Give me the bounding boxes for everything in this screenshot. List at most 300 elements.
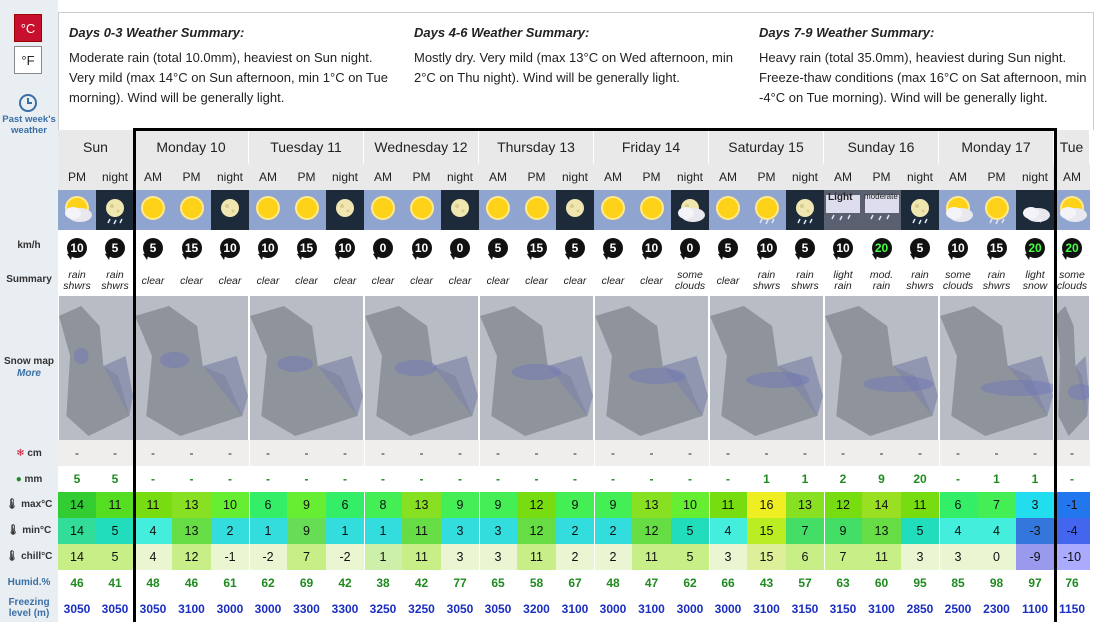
wind-cell [594, 230, 632, 266]
chill-temp: 2 [594, 544, 632, 570]
snow-map[interactable] [365, 296, 478, 440]
period-label: AM [1054, 164, 1090, 190]
chill-temp: -2 [326, 544, 364, 570]
day-header[interactable]: Friday 14 [594, 130, 709, 164]
freezing-level: 3000 [714, 602, 742, 616]
summary-line: clear [410, 274, 433, 287]
humidity: 42 [338, 576, 352, 590]
humidity: 58 [529, 576, 544, 590]
min-temp: 5 [901, 518, 939, 544]
wind-speed: 0 [456, 241, 464, 255]
humidity: 67 [568, 576, 582, 590]
snowflake-icon: ❄ [16, 448, 25, 459]
snow-map[interactable] [59, 296, 133, 440]
moon-icon [213, 193, 247, 227]
wind-speed: 10 [414, 241, 429, 255]
humidity: 38 [376, 576, 390, 590]
moon-icon [328, 193, 362, 227]
snow-map[interactable] [595, 296, 708, 440]
weather-summary [96, 266, 134, 296]
moon-icon [443, 193, 477, 227]
max-temp: 11 [901, 492, 939, 518]
max-temp: 11 [96, 492, 134, 518]
freezing-level: 2300 [983, 602, 1010, 616]
period-label: PM [517, 164, 556, 190]
humidity: 95 [913, 576, 927, 590]
period-label: PM [747, 164, 786, 190]
summary-row-label: Summary [6, 274, 52, 285]
snowmap-row-label: Snow map [3, 356, 54, 367]
wind-arrow-icon [295, 236, 319, 260]
period-label: PM [172, 164, 211, 190]
weather-summary [901, 266, 939, 296]
thermometer-icon: 🌡 [6, 525, 20, 536]
humidity: 48 [606, 576, 620, 590]
period-label: night [211, 164, 249, 190]
summary-line: rain [987, 269, 1006, 281]
weather-icon-cell [747, 190, 786, 230]
wind-speed: 0 [379, 241, 387, 255]
wind-cell [824, 230, 862, 266]
weather-summary [556, 266, 594, 296]
humidity: 41 [108, 576, 122, 590]
freezing-level: 3100 [868, 602, 895, 616]
rain-value: 1 [747, 466, 786, 492]
min-temp: 2 [211, 518, 249, 544]
wind-cell [1016, 230, 1054, 266]
weather-icon-cell [287, 190, 326, 230]
wind-cell [939, 230, 977, 266]
forecast-table [58, 130, 1094, 622]
rain-value: - [287, 466, 326, 492]
max-temp: 9 [479, 492, 517, 518]
period-label: AM [249, 164, 287, 190]
weather-icon-cell [441, 190, 479, 230]
chill-temp: -2 [249, 544, 287, 570]
summary-line: rain [106, 269, 124, 281]
rain-value: - [249, 466, 287, 492]
freezing-level: 3300 [293, 602, 320, 616]
moon-rain-icon [903, 193, 937, 227]
wind-arrow-icon [946, 236, 970, 260]
snow-value: - [556, 440, 594, 466]
cloud-snow-icon [1018, 193, 1052, 227]
wind-speed: 10 [70, 241, 84, 255]
fahrenheit-button[interactable]: °F [14, 46, 42, 74]
freezing-level: 3300 [331, 602, 359, 616]
snow-value: - [287, 440, 326, 466]
period-label: AM [939, 164, 977, 190]
summary-line: some [1059, 269, 1085, 281]
freezing-level: 3050 [484, 602, 512, 616]
summary-line: rain [757, 269, 776, 281]
day-divider [479, 296, 480, 622]
weather-icon-cell [709, 190, 747, 230]
min-temp: -3 [1016, 518, 1054, 544]
weather-icon-cell [786, 190, 824, 230]
rain-value: - [1054, 466, 1090, 492]
max-temp: 9 [556, 492, 594, 518]
wind-speed: 20 [1028, 241, 1042, 255]
humidity: 46 [70, 576, 84, 590]
period-label: night [1016, 164, 1054, 190]
rain-value: - [402, 466, 441, 492]
rain-value: 1 [977, 466, 1016, 492]
wind-arrow-icon [716, 236, 740, 260]
min-temp: 11 [402, 518, 441, 544]
snow-map[interactable] [250, 296, 363, 440]
summary-line: shwrs [752, 280, 781, 292]
sidebar [0, 0, 58, 622]
max-temp: 11 [709, 492, 747, 518]
freezing-level: 3000 [216, 602, 244, 616]
weather-icon-cell [58, 190, 96, 230]
day-header[interactable]: Sun [58, 130, 134, 164]
wind-cell [364, 230, 402, 266]
rain-row-label: ● mm [15, 474, 43, 485]
weather-icon-cell [824, 190, 862, 230]
wind-arrow-icon [525, 236, 549, 260]
snow-value: - [134, 440, 172, 466]
max-temp: 14 [862, 492, 901, 518]
wind-cell [402, 230, 441, 266]
moon-rain-icon [788, 193, 822, 227]
rain-value: - [479, 466, 517, 492]
wind-cell [58, 230, 96, 266]
sun-icon [251, 193, 285, 227]
humidity: 61 [223, 576, 237, 590]
chill-temp: 5 [671, 544, 709, 570]
summary-line: clear [333, 274, 357, 287]
chill-temp: -1 [211, 544, 249, 570]
sun-icon [596, 193, 630, 227]
freezing-level: 3050 [139, 602, 167, 616]
weather-summary [1054, 266, 1090, 296]
wind-arrow-icon [601, 236, 625, 260]
snow-map[interactable] [480, 296, 593, 440]
wind-speed: 5 [724, 241, 732, 255]
rain-value: 9 [862, 466, 901, 492]
wind-arrow-icon [448, 236, 472, 260]
period-label: night [326, 164, 364, 190]
weather-icon-cell [479, 190, 517, 230]
humidity: 48 [146, 576, 160, 590]
min-temp: 9 [287, 518, 326, 544]
wind-arrow-icon [180, 236, 204, 260]
sun-cloud-icon [941, 193, 975, 227]
rain-value: - [709, 466, 747, 492]
rain-value: 5 [58, 466, 96, 492]
wind-arrow-icon [486, 236, 510, 260]
freezing-level: 2500 [944, 602, 972, 616]
weather-summary [671, 266, 709, 296]
summary-line: clear [218, 274, 242, 287]
day-header[interactable]: Monday 10 [134, 130, 249, 164]
period-label: AM [824, 164, 862, 190]
snow-map[interactable] [940, 296, 1053, 440]
max-temp: 13 [402, 492, 441, 518]
weather-icon-cell [172, 190, 211, 230]
weather-summary [287, 266, 326, 296]
sun-icon [635, 193, 669, 227]
period-label: AM [594, 164, 632, 190]
max-temp: 10 [211, 492, 249, 518]
wind-cell [326, 230, 364, 266]
wind-cell [709, 230, 747, 266]
snow-value: - [709, 440, 747, 466]
weather-summary [939, 266, 977, 296]
freezing-level: 2850 [906, 602, 934, 616]
summary-line: clear [716, 274, 740, 287]
period-label: night [671, 164, 709, 190]
freezing-row-label: Freezing level (m) [8, 597, 50, 619]
sun-icon [711, 193, 745, 227]
summary-line: shwrs [906, 280, 934, 292]
snow-value: - [96, 440, 134, 466]
snow-value: - [211, 440, 249, 466]
period-label: PM [862, 164, 901, 190]
sun-icon [290, 193, 324, 227]
summary-line: clear [371, 274, 395, 287]
max-temp: -1 [1054, 492, 1090, 518]
wind-speed: 5 [494, 241, 502, 255]
day-header[interactable]: Sunday 16 [824, 130, 939, 164]
icon-caption: moderate [864, 192, 898, 201]
wind-speed: 5 [801, 241, 809, 255]
day-header[interactable]: Wednesday 12 [364, 130, 479, 164]
max-temp: 13 [632, 492, 671, 518]
wind-speed: 10 [261, 241, 275, 255]
weather-summary [441, 266, 479, 296]
snow-map[interactable] [1055, 296, 1089, 440]
weather-summary [594, 266, 632, 296]
wind-speed: 5 [609, 241, 617, 255]
summary-line: clear [180, 274, 203, 287]
summary-title: Days 0-3 Weather Summary: [69, 25, 245, 40]
weather-icon-cell [364, 190, 402, 230]
summary-text: Moderate rain (total 10.0mm), heaviest on Sun night. Very mild (max 14°C on Sun afternoon, min 1°C on Tue morning). Wind will be generally light. [69, 50, 388, 105]
humidity: 63 [836, 576, 850, 590]
humidity: 77 [453, 576, 467, 590]
day-header[interactable]: Saturday 15 [709, 130, 824, 164]
wind-arrow-icon [793, 236, 817, 260]
weather-icon-cell [211, 190, 249, 230]
summary-line: some [677, 269, 703, 281]
wind-speed: 10 [759, 241, 774, 255]
max-temp: 6 [326, 492, 364, 518]
sun-icon [366, 193, 400, 227]
rain-value: - [594, 466, 632, 492]
humidity: 76 [1065, 576, 1079, 590]
max-temp: 8 [364, 492, 402, 518]
summary-line: shwrs [982, 280, 1011, 292]
chill-temp: 15 [747, 544, 786, 570]
summary-line: rain [68, 269, 86, 281]
wind-speed: 0 [686, 241, 694, 255]
min-temp: 14 [58, 518, 96, 544]
weather-icon-cell [901, 190, 939, 230]
chill-row-label: 🌡 chill°C [5, 551, 53, 562]
weather-icon-cell [1016, 190, 1054, 230]
wind-arrow-icon [1060, 236, 1084, 260]
min-temp: 4 [134, 518, 172, 544]
day-divider [134, 296, 135, 622]
wind-cell [211, 230, 249, 266]
day-header[interactable]: Thursday 13 [479, 130, 594, 164]
summary-line: clear [525, 274, 548, 287]
wind-speed: 20 [874, 241, 889, 255]
freezing-level: 1150 [1058, 602, 1086, 616]
clock-icon[interactable] [18, 93, 38, 113]
snow-value: - [1054, 440, 1090, 466]
weather-icon-cell [1054, 190, 1090, 230]
min-temp: 3 [479, 518, 517, 544]
summary-text: Heavy rain (total 35.0mm), heaviest during Sun night. Freeze-thaw conditions (max 16°C on Sat afternoon, min -4°C on Tue morning). Wind will be generally light. [759, 50, 1087, 105]
wind-cell [747, 230, 786, 266]
max-temp: 6 [939, 492, 977, 518]
max-row-label: 🌡 max°C [5, 499, 53, 510]
chill-temp: 7 [287, 544, 326, 570]
snow-value: - [862, 440, 901, 466]
wind-arrow-icon [141, 236, 165, 260]
freezing-level: 3250 [408, 602, 435, 616]
sun-icon [136, 193, 170, 227]
snow-value: - [632, 440, 671, 466]
max-temp: 9 [441, 492, 479, 518]
wind-arrow-icon [103, 236, 127, 260]
freezing-level: 3100 [753, 602, 780, 616]
min-temp: 13 [862, 518, 901, 544]
rain-value: - [326, 466, 364, 492]
freezing-level: 3100 [561, 602, 589, 616]
thermometer-icon: 🌡 [5, 499, 19, 510]
wind-cell [479, 230, 517, 266]
weather-summary [709, 266, 747, 296]
svg-text:*: * [1038, 218, 1043, 227]
wind-cell [172, 230, 211, 266]
min-temp: 4 [939, 518, 977, 544]
day-divider [594, 296, 595, 622]
freezing-level: 3200 [523, 602, 550, 616]
humidity: 42 [414, 576, 429, 590]
summary-line: shwrs [791, 280, 819, 292]
rain-value: - [134, 466, 172, 492]
chill-temp: 12 [172, 544, 211, 570]
summary-line: clouds [942, 280, 974, 292]
rain-value: - [441, 466, 479, 492]
wind-cell [441, 230, 479, 266]
max-temp: 6 [249, 492, 287, 518]
summary-line: light [1025, 269, 1045, 281]
period-label: night [441, 164, 479, 190]
wind-cell [901, 230, 939, 266]
moon-icon [558, 193, 592, 227]
summary-days-4-6 [414, 23, 744, 88]
chill-temp: -9 [1016, 544, 1054, 570]
summary-line: rain [872, 280, 891, 292]
wind-cell [977, 230, 1016, 266]
freezing-level: 3000 [599, 602, 627, 616]
humidity: 65 [491, 576, 505, 590]
freezing-level: 3150 [829, 602, 857, 616]
wind-speed: 10 [836, 241, 850, 255]
day-header[interactable]: Tuesday 11 [249, 130, 364, 164]
snow-value: - [402, 440, 441, 466]
day-header[interactable]: Tue [1054, 130, 1090, 164]
snow-map[interactable] [825, 296, 938, 440]
snowmap-more-link[interactable]: More [17, 368, 41, 379]
min-temp: 4 [709, 518, 747, 544]
rain-value: - [632, 466, 671, 492]
min-temp: 3 [441, 518, 479, 544]
summary-line: clear [141, 274, 165, 287]
rain-value: - [671, 466, 709, 492]
chill-temp: 11 [402, 544, 441, 570]
snow-value: - [479, 440, 517, 466]
wind-cell [134, 230, 172, 266]
chill-temp: 3 [441, 544, 479, 570]
min-temp: 13 [172, 518, 211, 544]
celsius-button[interactable]: °C [14, 14, 42, 42]
summary-line: clear [563, 274, 587, 287]
wind-arrow-icon [563, 236, 587, 260]
wind-arrow-icon [640, 236, 664, 260]
moon-rain-icon [98, 193, 132, 227]
day-header[interactable]: Monday 17 [939, 130, 1054, 164]
wind-speed: 15 [299, 241, 314, 255]
summary-line: shwrs [101, 280, 129, 292]
snow-map[interactable] [710, 296, 823, 440]
freezing-level: 3050 [63, 602, 91, 616]
humidity: 66 [721, 576, 735, 590]
humidity: 98 [989, 576, 1004, 590]
humidity: 62 [683, 576, 697, 590]
wind-arrow-icon [831, 236, 855, 260]
weather-icon-cell [939, 190, 977, 230]
past-weather-link[interactable]: Past week's weather [2, 114, 56, 136]
snow-map[interactable] [135, 296, 248, 440]
wind-speed: 5 [916, 241, 924, 255]
min-temp: -4 [1054, 518, 1090, 544]
wind-cell [249, 230, 287, 266]
wind-speed: 15 [989, 241, 1004, 255]
min-row-label: 🌡 min°C [6, 525, 52, 536]
rain-value: 1 [786, 466, 824, 492]
chill-temp: 11 [632, 544, 671, 570]
min-temp: 4 [977, 518, 1016, 544]
summary-text: Mostly dry. Very mild (max 13°C on Wed afternoon, min 2°C on Thu night). Wind will be generally light. [414, 50, 734, 85]
period-label: night [96, 164, 134, 190]
rain-value: 1 [1016, 466, 1054, 492]
period-label: night [901, 164, 939, 190]
weather-summary [134, 266, 172, 296]
rain-value: - [211, 466, 249, 492]
summary-line: rain [834, 280, 852, 292]
wind-cell [1054, 230, 1090, 266]
period-label: PM [632, 164, 671, 190]
weather-summary [172, 266, 211, 296]
max-temp: 11 [134, 492, 172, 518]
weather-summary [58, 266, 96, 296]
weather-icon-cell [556, 190, 594, 230]
day-divider [824, 296, 825, 622]
min-temp: 12 [632, 518, 671, 544]
wind-arrow-icon [1023, 236, 1047, 260]
chill-temp: 3 [709, 544, 747, 570]
summary-line: clouds [674, 280, 706, 292]
max-temp: 9 [594, 492, 632, 518]
max-temp: 7 [977, 492, 1016, 518]
